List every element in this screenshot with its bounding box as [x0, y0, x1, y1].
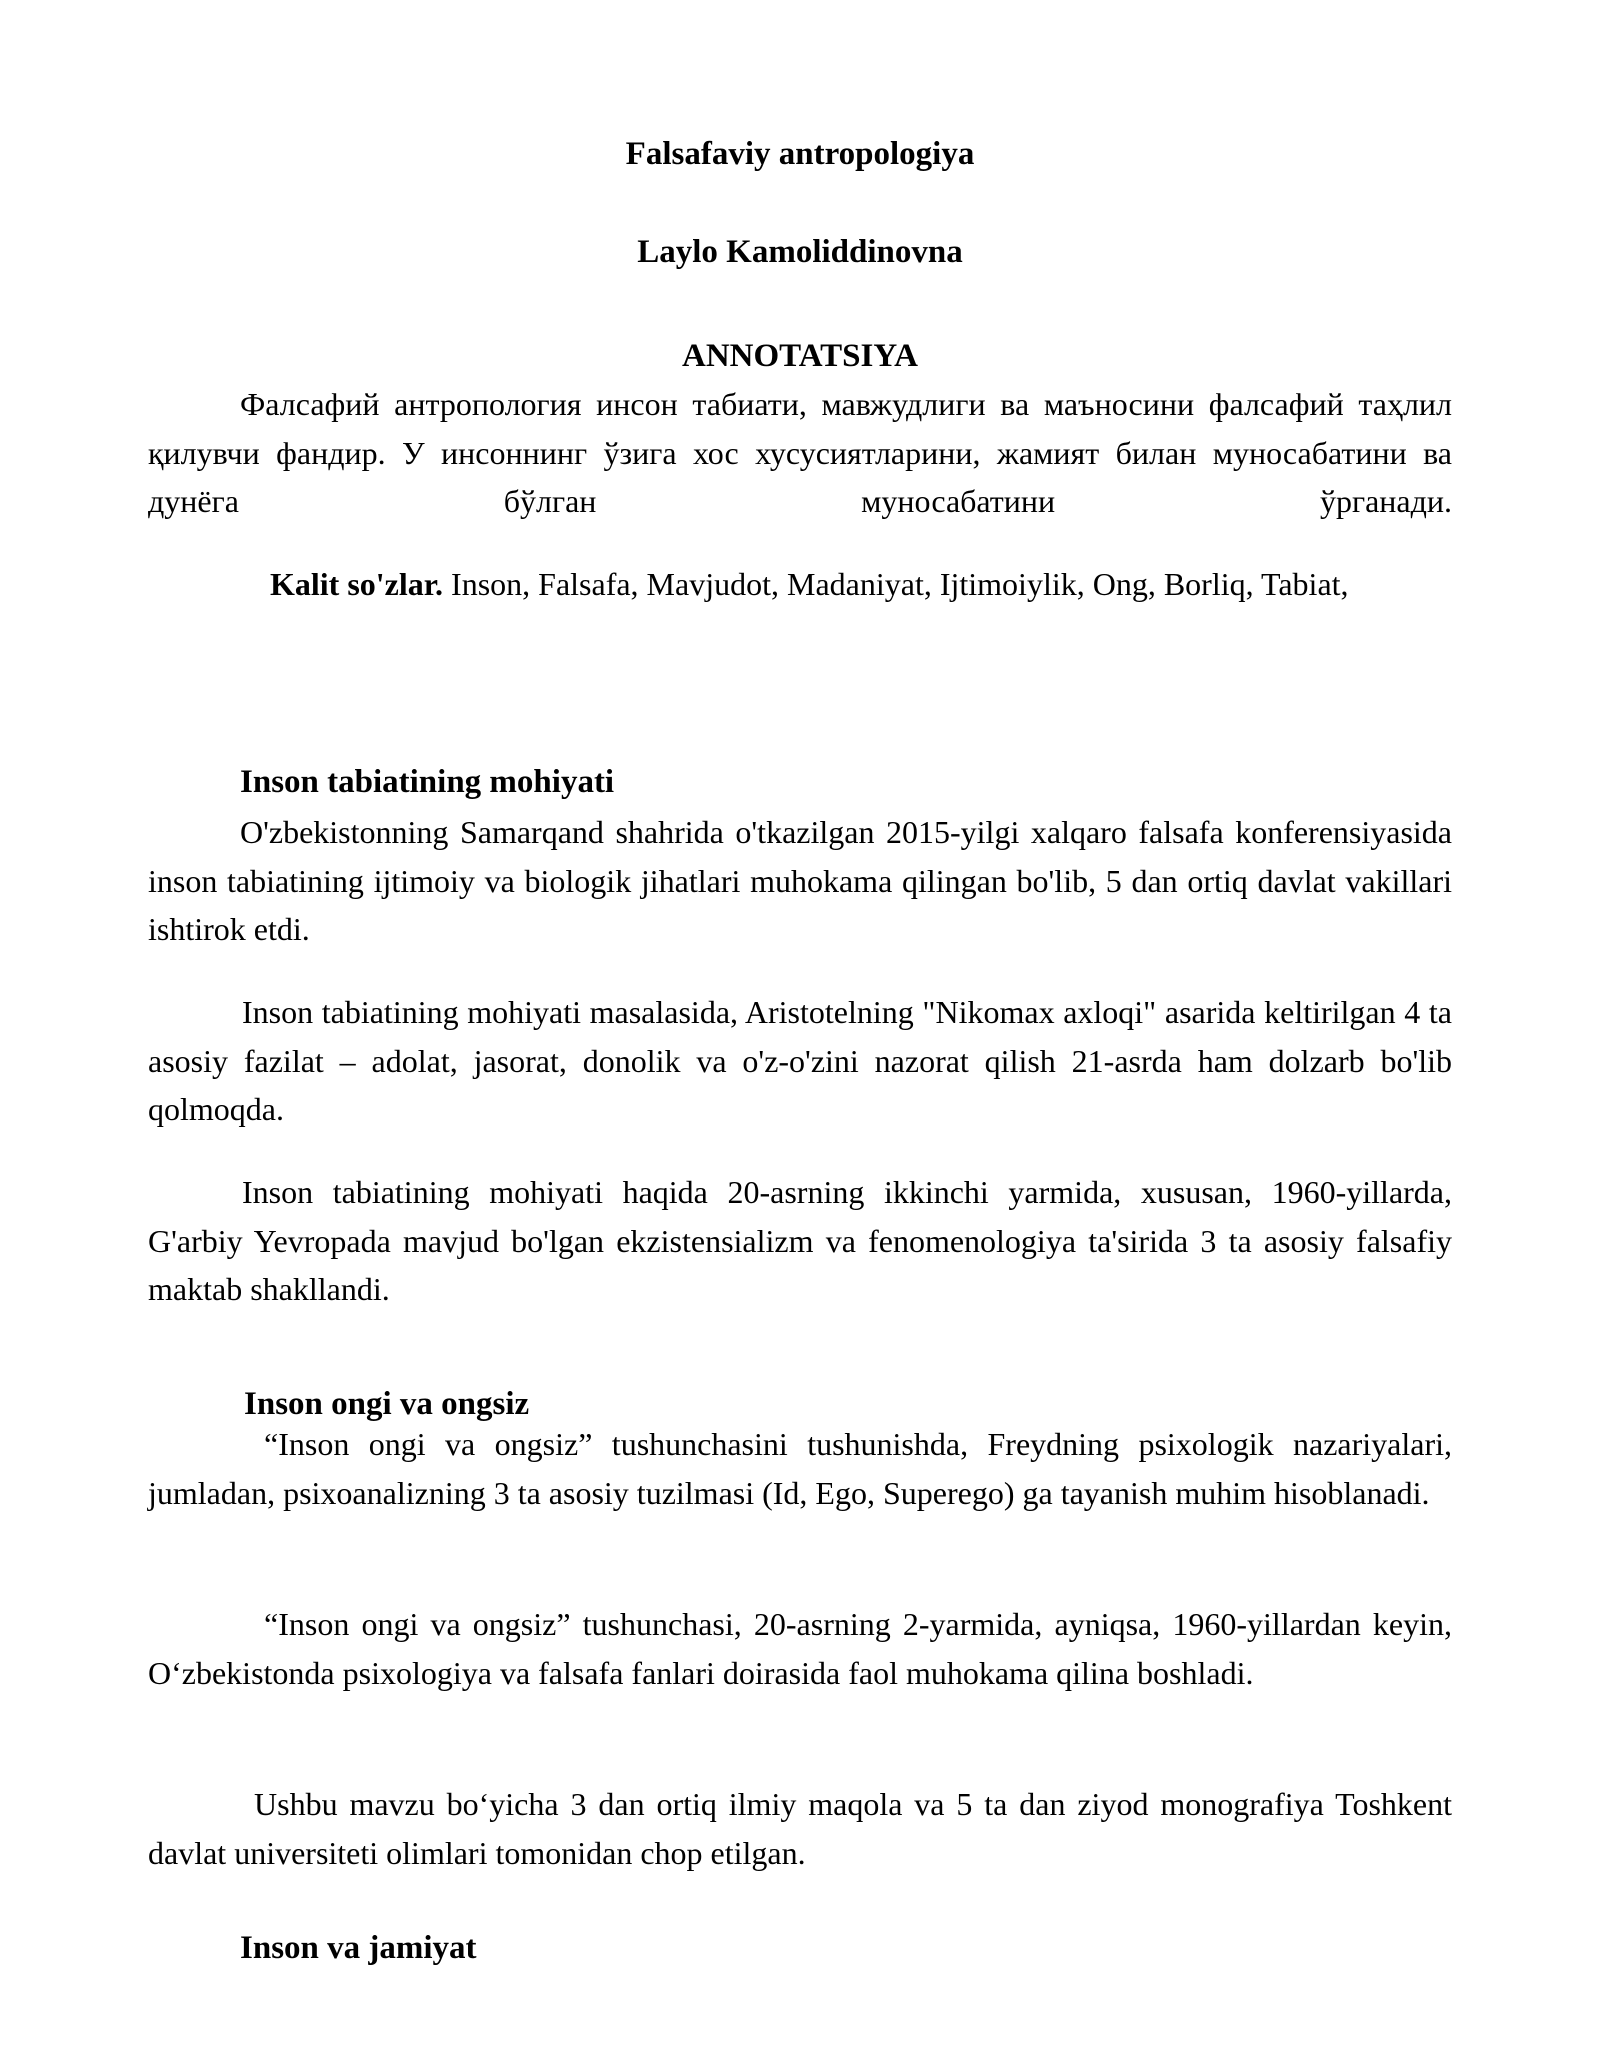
annotation-heading: ANNOTATSIYA — [682, 338, 918, 374]
section-paragraph: “Inson ongi va ongsiz” tushunchasini tushunishda, Freydning psixologik nazariyalari, jumladan, psixoanalizning 3 ta asosiy tuzilmasi (Id, Ego, Superego) ga tayanish muhim hisoblanadi. — [148, 1426, 1452, 1511]
section-paragraph: O'zbekistonning Samarqand shahrida o'tkazilgan 2015-yilgi xalqaro falsafa konferensiyasida inson tabiatining ijtimoiy va biologik jihatlari muhokama qilingan bo'lib, 5 dan ortiq davlat vakillari ishtirok etdi. — [148, 814, 1452, 947]
section-paragraph: Inson tabiatining mohiyati haqida 20-asrning ikkinchi yarmida, xususan, 1960-yillarda, G'arbiy Yevropada mavjud bo'lgan ekzistensializm va fenomenologiya ta'sirida 3 ta asosiy falsafiy maktab shakllandi. — [148, 1174, 1452, 1307]
section-heading-consciousness: Inson ongi va ongsiz — [244, 1386, 530, 1422]
section-heading-nature: Inson tabiatining mohiyati — [240, 764, 615, 800]
section-paragraph: Ushbu mavzu bo‘yicha 3 dan ortiq ilmiy maqola va 5 ta dan ziyod monografiya Toshkent davlat universiteti olimlari tomonidan chop etilgan. — [148, 1786, 1452, 1871]
section-heading-society: Inson va jamiyat — [240, 1930, 477, 1966]
annotation-text: Фалсафий антропология инсон табиати, мавжудлиги ва маъносини фалсафий таҳлил қилувчи фандир. У инсоннинг ўзига хос хусусиятларини, жамият билан муносабатини ва дунёга бўлган муносабатини ўрганади. — [148, 386, 1452, 519]
section-paragraph: Inson tabiatining mohiyati masalasida, Aristotelning "Nikomax axloqi" asarida keltirilgan 4 ta asosiy fazilat – adolat, jasorat, donolik va o'z-o'zini nazorat qilish 21-asrda ham dolzarb bo'lib qolmoqda. — [148, 994, 1452, 1127]
keywords-paragraph — [148, 560, 1452, 609]
keywords-text: Inson, Falsafa, Mavjudot, Madaniyat, Ijtimoiylik, Ong, Borliq, Tabiat, — [451, 566, 1349, 602]
author-name: Laylo Kamoliddinovna — [637, 234, 963, 270]
document-title: Falsafaviy antropologiya — [625, 136, 975, 172]
section-paragraph: “Inson ongi va ongsiz” tushunchasi, 20-asrning 2-yarmida, ayniqsa, 1960-yillardan keyin, O‘zbekistonda psixologiya va falsafa fanlari doirasida faol muhokama qilina boshladi. — [148, 1606, 1452, 1691]
keywords-label: Kalit so'zlar. — [270, 566, 444, 602]
